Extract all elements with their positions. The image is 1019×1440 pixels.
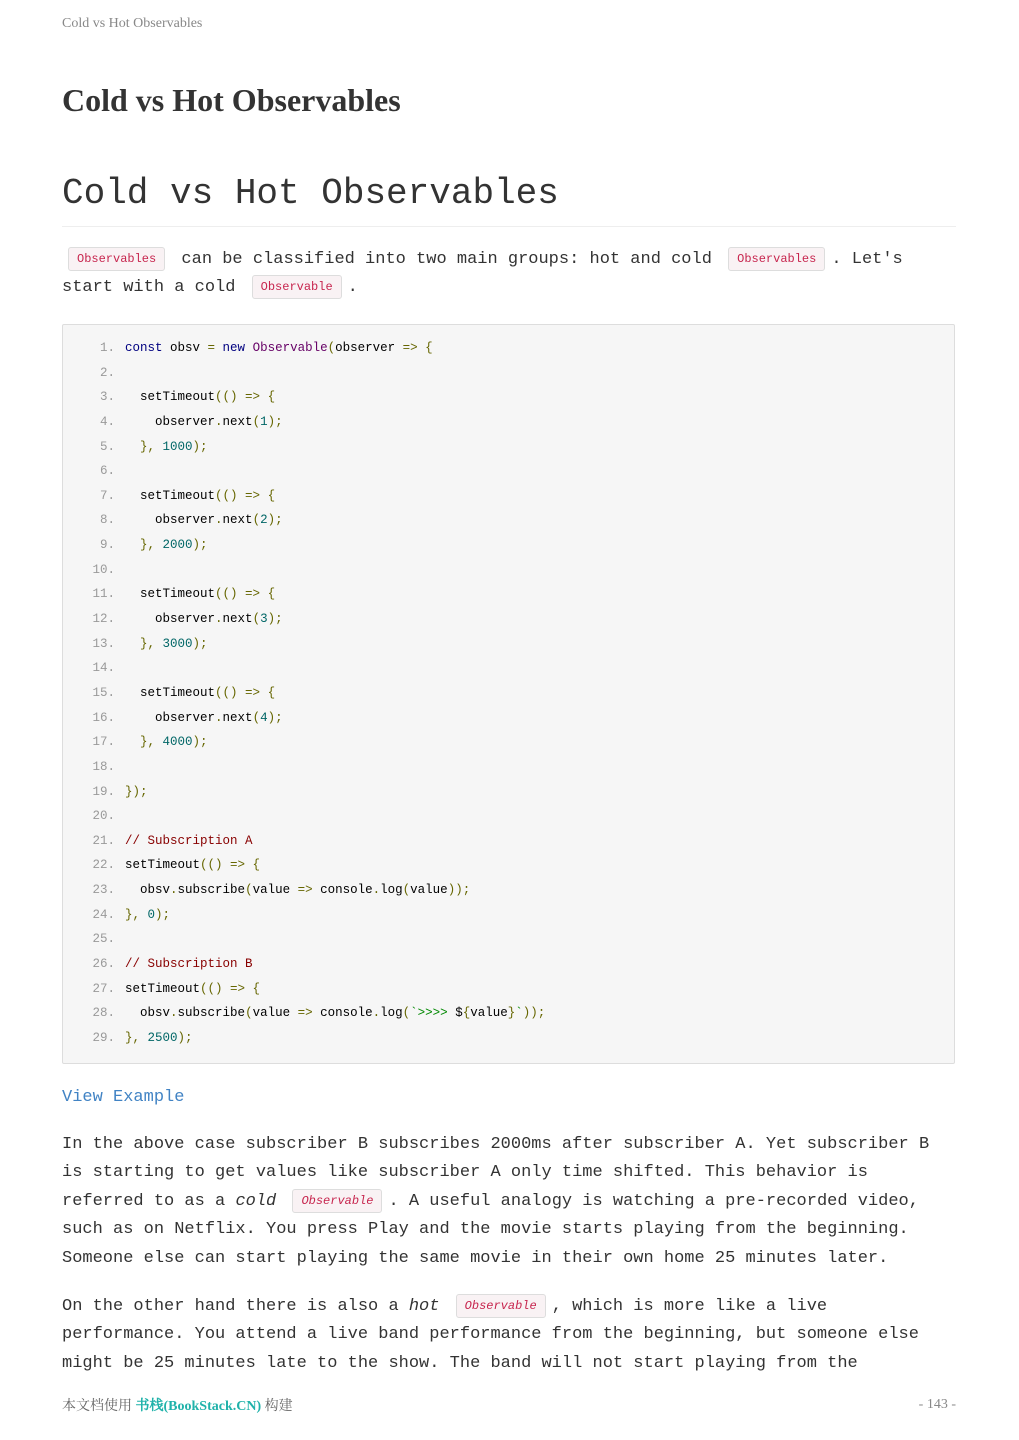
code-line: 12. observer.next(3); — [63, 607, 954, 632]
line-number: 28. — [92, 1006, 115, 1021]
line-number: 29. — [92, 1030, 115, 1045]
code-line: 13. }, 3000); — [63, 632, 954, 657]
footer-credit: 本文档使用 书栈(BookStack.CN) 构建 — [62, 1399, 293, 1414]
line-number: 4. — [99, 414, 115, 429]
line-number: 22. — [92, 858, 115, 873]
line-number: 1. — [99, 341, 115, 355]
line-number: 8. — [99, 513, 115, 528]
bookstack-brand-link[interactable]: 书栈(BookStack.CN) — [135, 1399, 262, 1414]
code-line: 19. }); — [63, 780, 954, 805]
inline-code: Observable — [252, 275, 342, 299]
code-line: 11. setTimeout(() => { — [63, 582, 954, 607]
code-line: 28. obsv.subscribe(value => console.log(`>>>> ${value}`)); — [63, 1001, 954, 1026]
code-line: 15. setTimeout(() => { — [63, 681, 954, 706]
body-paragraph-hot: On the other hand there is also a hot Observable , which is more like a live performance. You attend a live band performance from the beginning, but someone else might be 25 minutes late to the show. The band will not start playing from the — [62, 1293, 956, 1378]
code-line: 7. setTimeout(() => { — [63, 484, 954, 509]
line-number: 3. — [99, 390, 115, 405]
code-line: 8. observer.next(2); — [63, 508, 954, 533]
line-number: 20. — [92, 809, 115, 824]
intro-paragraph — [62, 246, 956, 302]
code-line — [63, 558, 954, 583]
code-line: 3. setTimeout(() => { — [63, 385, 954, 410]
inline-code: Observables — [728, 247, 825, 271]
code-line: 16. observer.next(4); — [63, 706, 954, 731]
inline-code: Observables — [68, 247, 165, 271]
code-line: 22. setTimeout(() => { — [63, 853, 954, 878]
intro-text-2: . Let's start with a cold — [62, 250, 903, 297]
code-line — [63, 361, 954, 386]
line-number: 7. — [99, 488, 115, 503]
page-number: - 143 - — [918, 1397, 956, 1412]
intro-text-3: . — [347, 278, 358, 297]
body-paragraph-cold: In the above case subscriber B subscribes 2000ms after subscriber A. Yet subscriber B is starting to get values like subscriber A only time shifted. This behavior is referred to as a cold Observable . A useful analogy is watching a pre-recorded video, such as on Netflix. You press Play and the movie starts playing from the beginning. Someone else can start playing the same movie in their own home 25 minutes later. — [62, 1135, 930, 1268]
inline-code: Observable — [456, 1294, 546, 1318]
inline-code: Observable — [292, 1189, 382, 1213]
code-line — [63, 804, 954, 829]
line-number: 9. — [99, 538, 115, 553]
emphasis: hot — [408, 1297, 440, 1316]
line-number: 11. — [92, 587, 115, 602]
line-number: 5. — [99, 439, 115, 454]
line-number: 17. — [92, 735, 115, 750]
line-number: 15. — [92, 685, 115, 700]
view-example-link[interactable]: View Example — [62, 1088, 185, 1107]
document-title: Cold vs Hot Observables — [62, 82, 401, 118]
line-number: 27. — [92, 981, 115, 996]
line-number: 16. — [92, 710, 115, 725]
intro-text-1: can be classified into two main groups: hot and cold — [181, 250, 712, 269]
line-number: 12. — [92, 612, 115, 627]
line-number: 2. — [99, 365, 115, 380]
line-number: 6. — [99, 464, 115, 479]
code-line — [63, 656, 954, 681]
code-line: 9. }, 2000); — [63, 533, 954, 558]
code-line: 17. }, 4000); — [63, 730, 954, 755]
line-number: 26. — [92, 957, 115, 972]
line-number: 24. — [92, 907, 115, 922]
code-line — [63, 927, 954, 952]
line-number: 25. — [92, 932, 115, 947]
line-number: 23. — [92, 883, 115, 898]
line-number: 10. — [92, 562, 115, 577]
line-number: 18. — [92, 759, 115, 774]
line-number: 13. — [92, 636, 115, 651]
code-line: 21. // Subscription A — [63, 829, 954, 854]
code-line — [63, 459, 954, 484]
code-line: 1. const obsv = new Observable(observer => { — [63, 336, 954, 361]
code-line: 27. setTimeout(() => { — [63, 977, 954, 1002]
line-number: 21. — [92, 833, 115, 848]
code-line: 26. // Subscription B — [63, 952, 954, 977]
code-line: 29. }, 2500); — [63, 1026, 954, 1051]
line-number: 19. — [92, 784, 115, 799]
code-line: 24. }, 0); — [63, 903, 954, 928]
code-line — [63, 755, 954, 780]
section-heading: Cold vs Hot Observables — [62, 170, 956, 227]
code-line: 5. }, 1000); — [63, 435, 954, 460]
line-number: 14. — [92, 661, 115, 676]
code-block — [62, 324, 955, 1064]
emphasis: cold — [235, 1191, 277, 1211]
code-line: 23. obsv.subscribe(value => console.log(value)); — [63, 878, 954, 903]
running-header: Cold vs Hot Observables — [62, 16, 203, 31]
code-line: 4. observer.next(1); — [63, 410, 954, 435]
